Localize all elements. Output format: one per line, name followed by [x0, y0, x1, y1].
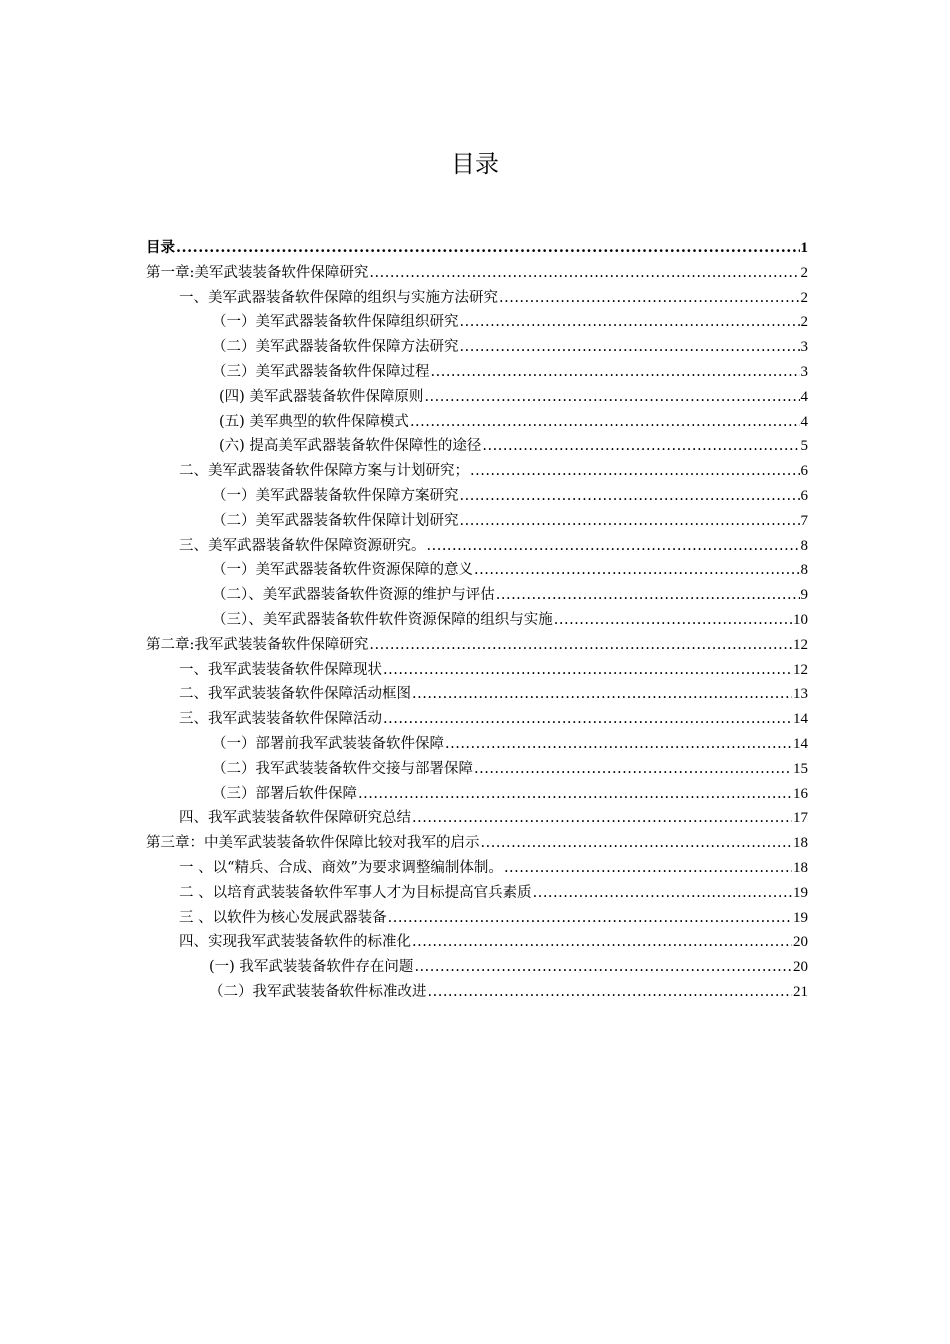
toc-entry[interactable] [146, 955, 808, 980]
toc-entry-title: 目录 [146, 239, 175, 256]
table-of-contents [146, 236, 808, 1005]
toc-entry[interactable] [146, 732, 808, 757]
toc-page-number: 8 [800, 562, 808, 579]
toc-dot-leader [428, 980, 793, 1005]
toc-entry-title: (五) 美军典型的软件保障模式 [219, 413, 409, 430]
toc-dot-leader [431, 360, 800, 385]
toc-page-number: 4 [800, 413, 808, 430]
toc-entry[interactable] [146, 930, 808, 955]
toc-entry[interactable] [146, 385, 808, 410]
toc-page-number: 19 [793, 909, 808, 926]
toc-entry[interactable] [146, 856, 808, 881]
toc-entry-title: 一、我军武装装备软件保障现状 [179, 661, 382, 678]
toc-page-number: 20 [793, 934, 808, 951]
toc-dot-leader [358, 782, 792, 807]
toc-page-number: 14 [793, 711, 808, 728]
toc-page-number: 3 [800, 363, 808, 380]
toc-entry-title: 四、实现我军武装装备软件的标准化 [179, 934, 411, 951]
toc-entry-title: （一）美军武器装备软件资源保障的意义 [212, 562, 473, 579]
toc-page-number: 9 [800, 587, 808, 604]
toc-dot-leader [410, 410, 800, 435]
toc-entry[interactable] [146, 608, 808, 633]
toc-entry[interactable] [146, 831, 808, 856]
toc-entry[interactable] [146, 410, 808, 435]
toc-page-number: 2 [800, 289, 808, 306]
toc-dot-leader [369, 633, 792, 658]
toc-dot-leader [470, 459, 800, 484]
toc-entry[interactable] [146, 360, 808, 385]
toc-entry-title: （二）我军武装装备软件交接与部署保障 [212, 760, 473, 777]
toc-dot-leader [383, 707, 792, 732]
toc-dot-leader [496, 583, 800, 608]
toc-dot-leader [427, 534, 800, 559]
toc-page-number: 2 [800, 314, 808, 331]
toc-entry-title: 三、我军武装装备软件保障活动 [179, 711, 382, 728]
toc-entry-title: （二）、美军武器装备软件资源的维护与评估 [212, 587, 495, 604]
toc-entry-title: （一）美军武器装备软件保障方案研究 [212, 487, 459, 504]
toc-entry[interactable] [146, 757, 808, 782]
toc-dot-leader [460, 335, 800, 360]
toc-entry[interactable] [146, 236, 808, 261]
toc-entry[interactable] [146, 558, 808, 583]
toc-entry-title: (四) 美军武器装备软件保障原则 [219, 388, 424, 405]
toc-dot-leader [424, 385, 799, 410]
toc-entry-title: 二 、以培育武装装备软件军事人才为目标提高官兵素质 [179, 884, 532, 901]
toc-page-number: 18 [793, 859, 808, 876]
toc-page-number: 7 [800, 512, 808, 529]
toc-page-number: 4 [800, 388, 808, 405]
toc-page-number: 17 [793, 810, 808, 827]
toc-dot-leader [474, 558, 800, 583]
toc-page-number: 20 [793, 959, 808, 976]
toc-entry-title: （三）美军武器装备软件保障过程 [212, 363, 430, 380]
toc-dot-leader [383, 658, 792, 683]
toc-entry[interactable] [146, 583, 808, 608]
toc-page-number: 6 [800, 487, 808, 504]
toc-entry[interactable] [146, 310, 808, 335]
toc-page-number: 6 [800, 463, 808, 480]
toc-entry-title: 一、美军武器装备软件保障的组织与实施方法研究 [179, 289, 498, 306]
toc-dot-leader [412, 682, 792, 707]
toc-entry[interactable] [146, 633, 808, 658]
toc-entry-title: 第二章:我军武装装备软件保障研究 [146, 636, 369, 653]
page-title: 目录 [451, 150, 499, 178]
toc-entry[interactable] [146, 286, 808, 311]
toc-entry[interactable] [146, 335, 808, 360]
toc-entry[interactable] [146, 881, 808, 906]
toc-entry-title: 二、我军武装装备软件保障活动框图 [179, 686, 411, 703]
toc-dot-leader [414, 955, 792, 980]
toc-entry[interactable] [146, 980, 808, 1005]
toc-dot-leader [533, 881, 792, 906]
toc-entry[interactable] [146, 806, 808, 831]
toc-entry-title: 第一章:美军武装装备软件保障研究 [146, 264, 369, 281]
toc-entry-title: 第三章：中美军武装装备软件保障比较对我军的启示 [146, 835, 480, 852]
toc-entry[interactable] [146, 434, 808, 459]
toc-page-number: 19 [793, 884, 808, 901]
toc-page-number: 8 [800, 537, 808, 554]
toc-entry-title: （二）我军武装装备软件标准改进 [209, 983, 427, 1000]
toc-dot-leader [369, 261, 799, 286]
toc-entry[interactable] [146, 906, 808, 931]
toc-dot-leader [482, 434, 799, 459]
toc-page-number: 12 [793, 636, 808, 653]
toc-entry-title: （一）美军武器装备软件保障组织研究 [212, 314, 459, 331]
toc-page-number: 21 [793, 983, 808, 1000]
toc-page-number: 15 [793, 760, 808, 777]
toc-dot-leader [554, 608, 792, 633]
toc-entry[interactable] [146, 534, 808, 559]
toc-entry[interactable] [146, 707, 808, 732]
toc-entry[interactable] [146, 459, 808, 484]
toc-dot-leader [481, 831, 793, 856]
toc-dot-leader [504, 856, 792, 881]
toc-dot-leader [460, 484, 800, 509]
toc-entry[interactable] [146, 261, 808, 286]
toc-entry[interactable] [146, 484, 808, 509]
toc-page-number: 12 [793, 661, 808, 678]
toc-entry[interactable] [146, 658, 808, 683]
toc-dot-leader [176, 236, 800, 261]
toc-entry[interactable] [146, 682, 808, 707]
toc-entry-title: （二）美军武器装备软件保障计划研究 [212, 512, 459, 529]
toc-entry-title: （三）部署后软件保障 [212, 785, 357, 802]
toc-page-number: 18 [793, 835, 808, 852]
toc-dot-leader [412, 930, 792, 955]
toc-page-number: 3 [800, 339, 808, 356]
toc-page-number: 1 [800, 240, 808, 256]
toc-dot-leader [460, 509, 800, 534]
toc-entry-title: 一 、以“精兵、合成、商效”为要求调整编制体制。 [179, 859, 503, 876]
toc-dot-leader [388, 906, 792, 931]
toc-dot-leader [474, 757, 792, 782]
toc-page-number: 13 [793, 686, 808, 703]
toc-entry[interactable] [146, 509, 808, 534]
toc-dot-leader [445, 732, 792, 757]
toc-page-number: 16 [793, 785, 808, 802]
toc-page-number: 5 [800, 438, 808, 455]
toc-entry-title: （三）、美军武器装备软件软件资源保障的组织与实施 [212, 611, 553, 628]
toc-entry[interactable] [146, 782, 808, 807]
toc-entry-title: 三、美军武器装备软件保障资源研究。 [179, 537, 426, 554]
toc-entry-title: 三 、以软件为核心发展武器装备 [179, 909, 387, 926]
toc-entry-title: (六) 提高美军武器装备软件保障性的途径 [219, 438, 482, 455]
toc-page-number: 14 [793, 735, 808, 752]
toc-dot-leader [412, 806, 792, 831]
toc-dot-leader [460, 310, 800, 335]
toc-entry-title: 四、我军武装装备软件保障研究总结 [179, 810, 411, 827]
toc-entry-title: （二）美军武器装备软件保障方法研究 [212, 339, 459, 356]
toc-page-number: 2 [800, 264, 808, 281]
toc-entry-title: 二、美军武器装备软件保障方案与计划研究； [179, 463, 469, 480]
toc-page-number: 10 [793, 611, 808, 628]
toc-entry-title: (一) 我军武装装备软件存在问题 [209, 959, 414, 976]
toc-dot-leader [499, 286, 800, 311]
toc-entry-title: （一）部署前我军武装装备软件保障 [212, 735, 444, 752]
